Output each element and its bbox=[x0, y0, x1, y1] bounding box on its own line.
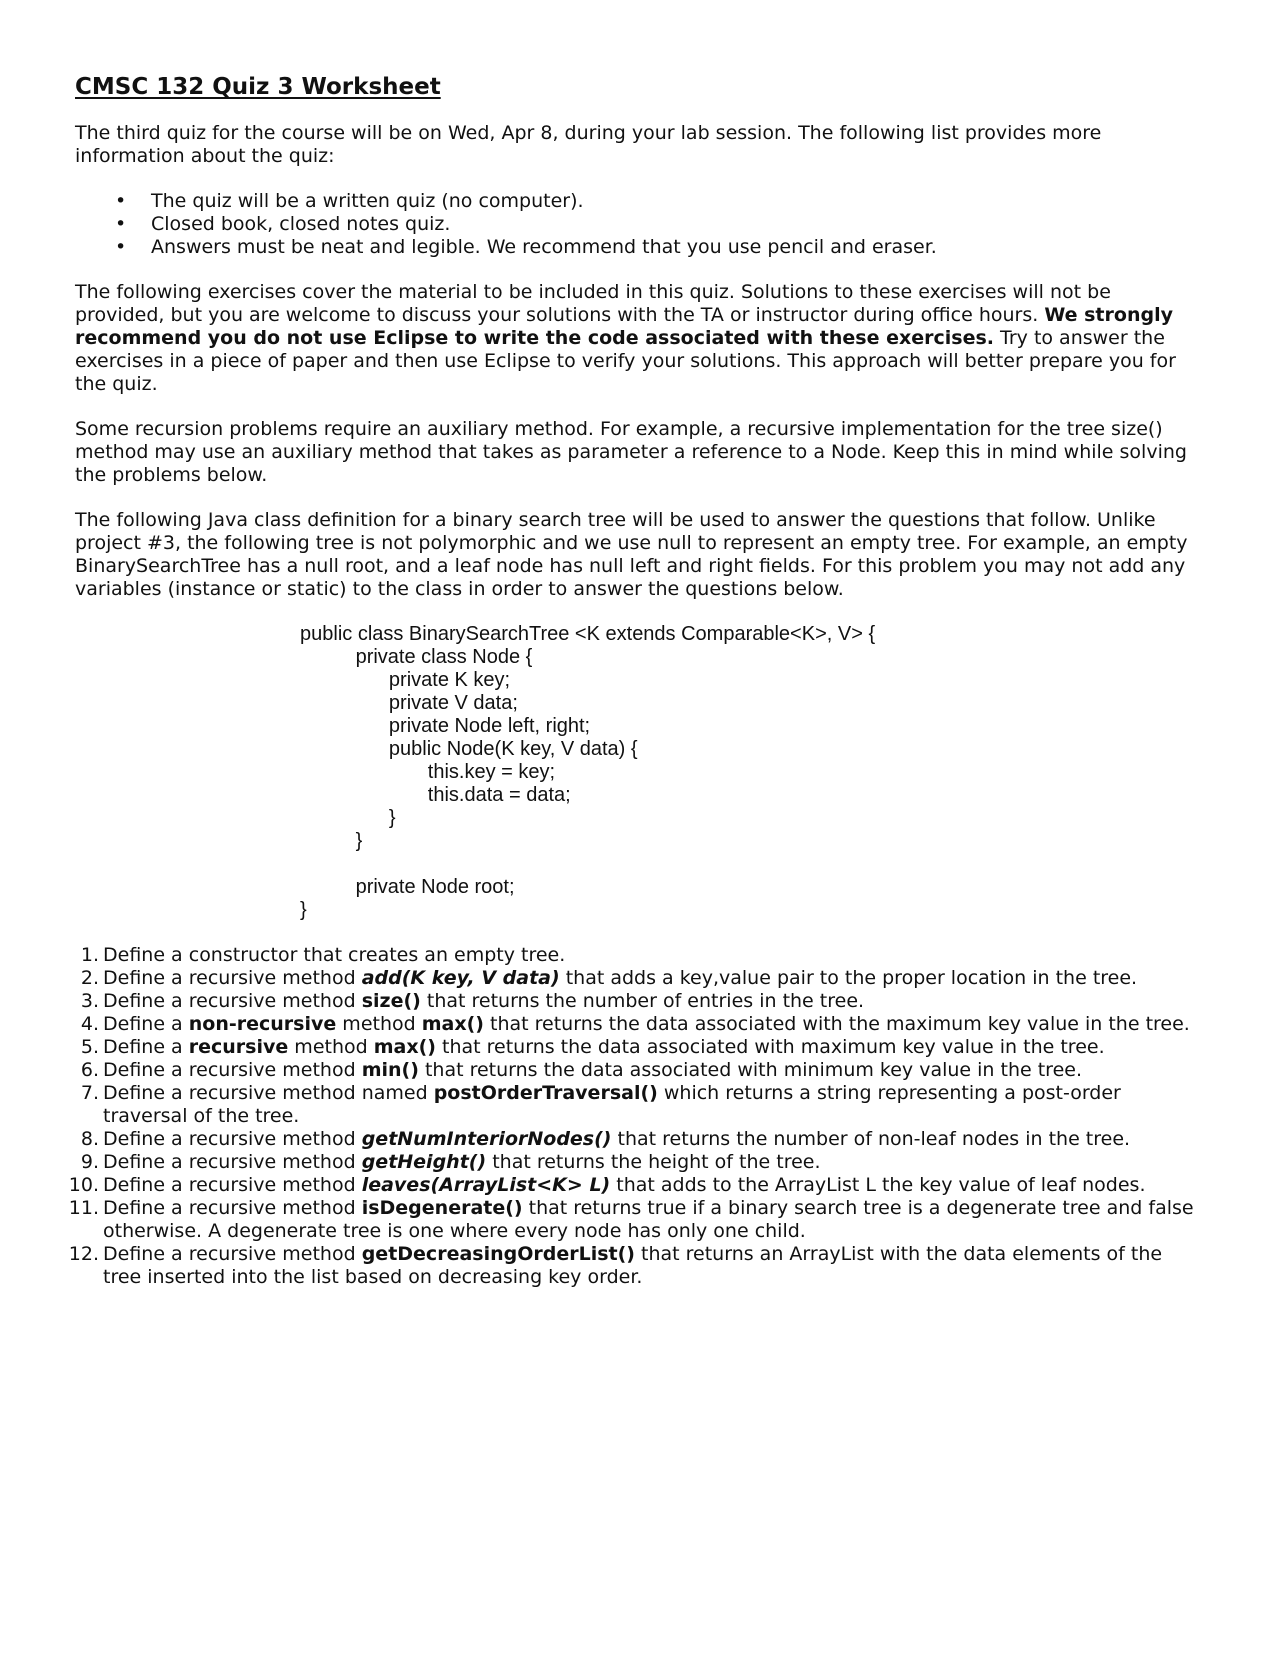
code-line: this.key = key; bbox=[300, 761, 556, 783]
questions-list bbox=[68, 944, 1205, 1289]
code-block bbox=[300, 623, 1205, 922]
question-item: 2. Define a recursive method add(K key, V data) that adds a key,value pair to the proper location in the tree. bbox=[80, 967, 1138, 989]
code-line: private Node left, right; bbox=[300, 715, 591, 737]
exercises-paragraph: The following exercises cover the material to be included in this quiz. Solutions to these exercises will not be provided, but you are welcome to discuss your solutions with the TA or instructor during office hours. We strongly recommend you do not use Eclipse to write the code associated with these exercises. Try to answer the exercises in a piece of paper and then use Eclipse to verify your solutions. This approach will better prepare you for the quiz. bbox=[75, 281, 1176, 395]
code-blank-line bbox=[300, 853, 1205, 876]
quiz-info-list bbox=[75, 190, 1205, 259]
question-item: 6. Define a recursive method min() that returns the data associated with minimum key value in the tree. bbox=[80, 1059, 1082, 1081]
code-line: public Node(K key, V data) { bbox=[300, 738, 638, 760]
question-item: 5. Define a recursive method max() that returns the data associated with maximum key value in the tree. bbox=[80, 1036, 1105, 1058]
code-line: private Node root; bbox=[300, 876, 515, 898]
question-item: 7. Define a recursive method named postOrderTraversal() which returns a string representing a post-order traversal of the tree. bbox=[80, 1082, 1121, 1127]
question-item: 3. Define a recursive method size() that returns the number of entries in the tree. bbox=[80, 990, 865, 1012]
bullet-icon: • bbox=[115, 213, 127, 235]
list-item: • Answers must be neat and legible. We recommend that you use pencil and eraser. bbox=[115, 236, 937, 258]
bullet-icon: • bbox=[115, 236, 127, 258]
bullet-icon: • bbox=[115, 190, 127, 212]
question-item: 9. Define a recursive method getHeight() that returns the height of the tree. bbox=[80, 1151, 821, 1173]
question-item: 4. Define a non-recursive method max() that returns the data associated with the maximum key value in the tree. bbox=[80, 1013, 1190, 1035]
intro-paragraph: The third quiz for the course will be on Wed, Apr 8, during your lab session. The following list provides more information about the quiz: bbox=[75, 122, 1102, 167]
code-line: } bbox=[300, 807, 396, 829]
list-item: • The quiz will be a written quiz (no computer). bbox=[115, 190, 584, 212]
page-title: CMSC 132 Quiz 3 Worksheet bbox=[75, 74, 441, 100]
code-line: } bbox=[300, 899, 307, 921]
worksheet-page bbox=[68, 72, 1205, 1289]
code-line: private class Node { bbox=[300, 646, 533, 668]
code-line: this.data = data; bbox=[300, 784, 571, 806]
question-item: 8. Define a recursive method getNumInteriorNodes() that returns the number of non-leaf nodes in the tree. bbox=[80, 1128, 1131, 1150]
question-item: 11. Define a recursive method isDegenerate() that returns true if a binary search tree is a degenerate tree and false otherwise. A degenerate tree is one where every node has only one child. bbox=[68, 1197, 1194, 1242]
list-item: • Closed book, closed notes quiz. bbox=[115, 213, 451, 235]
eclipse-warning: We strongly recommend you do not use Eclipse to write the code associated with these exercises. bbox=[75, 304, 1173, 349]
class-definition-paragraph: The following Java class definition for a binary search tree will be used to answer the questions that follow. Unlike project #3, the following tree is not polymorphic and we use null to represent an empty tree. For example, an empty BinarySearchTree has a null root, and a leaf node has null left and right fields. For this problem you may not add any variables (instance or static) to the class in order to answer the questions below. bbox=[75, 509, 1188, 600]
question-item: 10. Define a recursive method leaves(ArrayList<K> L) that adds to the ArrayList L the key value of leaf nodes. bbox=[68, 1174, 1146, 1196]
code-line: public class BinarySearchTree <K extends Comparable<K>, V> { bbox=[300, 623, 876, 645]
question-item: 12. Define a recursive method getDecreasingOrderList() that returns an ArrayList with the data elements of the tree inserted into the list based on decreasing key order. bbox=[68, 1243, 1163, 1288]
code-line: } bbox=[300, 830, 363, 852]
recursion-paragraph: Some recursion problems require an auxiliary method. For example, a recursive implementation for the tree size() method may use an auxiliary method that takes as parameter a reference to a Node. Keep this in mind while solving the problems below. bbox=[75, 418, 1187, 486]
code-line: private V data; bbox=[300, 692, 518, 714]
code-line: private K key; bbox=[300, 669, 511, 691]
question-item: 1. Define a constructor that creates an empty tree. bbox=[80, 944, 566, 966]
